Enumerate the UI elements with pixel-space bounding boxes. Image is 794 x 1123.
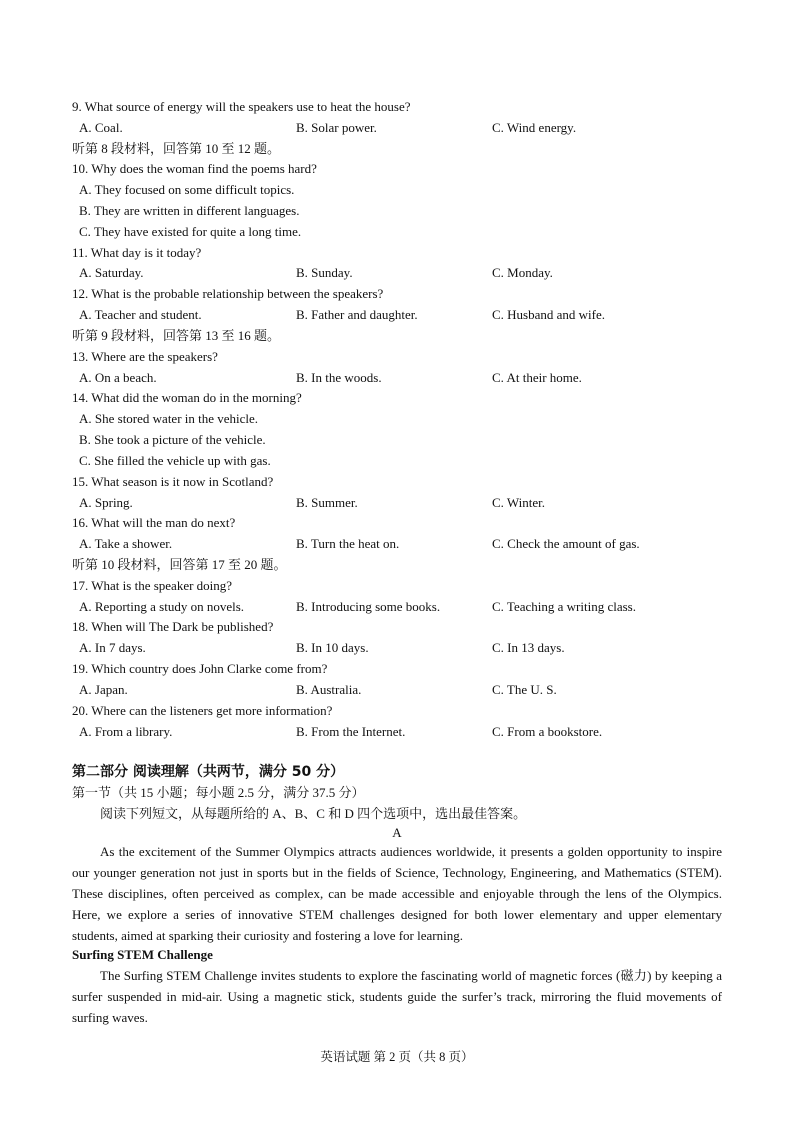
q17-option-c: C. Teaching a writing class.: [492, 599, 636, 614]
q12-option-a: A. Teacher and student.: [79, 307, 202, 322]
question-10: 10. Why does the woman find the poems hard?: [72, 161, 317, 176]
question-18: 18. When will The Dark be published?: [72, 619, 274, 634]
question-20: 20. Where can the listeners get more information?: [72, 703, 333, 718]
q10-option-c: C. They have existed for quite a long time.: [79, 224, 302, 239]
question-11: 11. What day is it today?: [72, 245, 202, 260]
q13-option-c: C. At their home.: [492, 370, 582, 385]
listening-instruction-10: 听第 10 段材料，回答第 17 至 20 题。: [72, 557, 287, 572]
q16-option-b: B. Turn the heat on.: [296, 536, 400, 551]
question-12: 12. What is the probable relationship between the speakers?: [72, 286, 384, 301]
passage-subtitle: Surfing STEM Challenge: [72, 947, 213, 962]
q15-option-a: A. Spring.: [79, 495, 133, 510]
q19-option-c: C. The U. S.: [492, 682, 557, 697]
reading-instruction: 阅读下列短文，从每题所给的 A、B、C 和 D 四个选项中，选出最佳答案。: [100, 806, 527, 821]
question-16: 16. What will the man do next?: [72, 515, 236, 530]
q19-option-a: A. Japan.: [79, 682, 128, 697]
q12-option-c: C. Husband and wife.: [492, 307, 606, 322]
part-two-heading: 第二部分 阅读理解（共两节，满分 50 分）: [72, 764, 345, 780]
listening-instruction-9: 听第 9 段材料，回答第 13 至 16 题。: [72, 328, 281, 343]
q18-option-c: C. In 13 days.: [492, 640, 565, 655]
passage-paragraph-2: The Surfing STEM Challenge invites students to explore the fascinating world of magnetic forces (磁力) by keeping a surfer suspended in mid-air. Using a magnetic stick, students guide the surfer’s track, mirroring the fluid movements of surfing waves.: [72, 968, 722, 1025]
q9-option-a: A. Coal.: [79, 120, 123, 135]
q13-option-a: A. On a beach.: [79, 370, 157, 385]
q18-option-b: B. In 10 days.: [296, 640, 369, 655]
q15-option-c: C. Winter.: [492, 495, 546, 510]
question-17: 17. What is the speaker doing?: [72, 578, 233, 593]
question-9: 9. What source of energy will the speakers use to heat the house?: [72, 99, 411, 114]
question-19: 19. Which country does John Clarke come from?: [72, 661, 328, 676]
q14-option-b: B. She took a picture of the vehicle.: [79, 432, 266, 447]
q11-option-b: B. Sunday.: [296, 265, 353, 280]
q15-option-b: B. Summer.: [296, 495, 358, 510]
q11-option-c: C. Monday.: [492, 265, 553, 280]
q20-option-b: B. From the Internet.: [296, 724, 406, 739]
q14-option-a: A. She stored water in the vehicle.: [79, 411, 259, 426]
q12-option-b: B. Father and daughter.: [296, 307, 418, 322]
q14-option-c: C. She filled the vehicle up with gas.: [79, 453, 271, 468]
q9-option-b: B. Solar power.: [296, 120, 377, 135]
listening-instruction-8: 听第 8 段材料，回答第 10 至 12 题。: [72, 141, 281, 156]
q13-option-b: B. In the woods.: [296, 370, 382, 385]
q17-option-b: B. Introducing some books.: [296, 599, 441, 614]
q9-option-c: C. Wind energy.: [492, 120, 577, 135]
q16-option-a: A. Take a shower.: [79, 536, 173, 551]
page-footer: 英语试题 第 2 页（共 8 页）: [320, 1050, 474, 1064]
section-one-note: 第一节（共 15 小题；每小题 2.5 分，满分 37.5 分）: [72, 785, 365, 800]
question-14: 14. What did the woman do in the morning?: [72, 390, 302, 405]
question-15: 15. What season is it now in Scotland?: [72, 474, 274, 489]
q20-option-c: C. From a bookstore.: [492, 724, 603, 739]
q16-option-c: C. Check the amount of gas.: [492, 536, 640, 551]
q19-option-b: B. Australia.: [296, 682, 362, 697]
passage-label: A: [392, 825, 402, 840]
question-13: 13. Where are the speakers?: [72, 349, 218, 364]
q11-option-a: A. Saturday.: [79, 265, 144, 280]
q10-option-b: B. They are written in different languages.: [79, 203, 300, 218]
q17-option-a: A. Reporting a study on novels.: [79, 599, 245, 614]
q20-option-a: A. From a library.: [79, 724, 173, 739]
q18-option-a: A. In 7 days.: [79, 640, 146, 655]
q10-option-a: A. They focused on some difficult topics.: [79, 182, 295, 197]
passage-paragraph-1: As the excitement of the Summer Olympics attracts audiences worldwide, it presents a golden opportunity to inspire our younger generation not just in sports but in the fields of Science, Technology, Engineering, and Mathematics (STEM). These disciplines, often perceived as complex, can be made accessible and enjoyable through the lens of the Olympics. Here, we explore a series of innovative STEM challenges designed for both lower elementary and upper elementary students, aimed at sparking their curiosity and fostering a love for learning.: [72, 844, 722, 943]
